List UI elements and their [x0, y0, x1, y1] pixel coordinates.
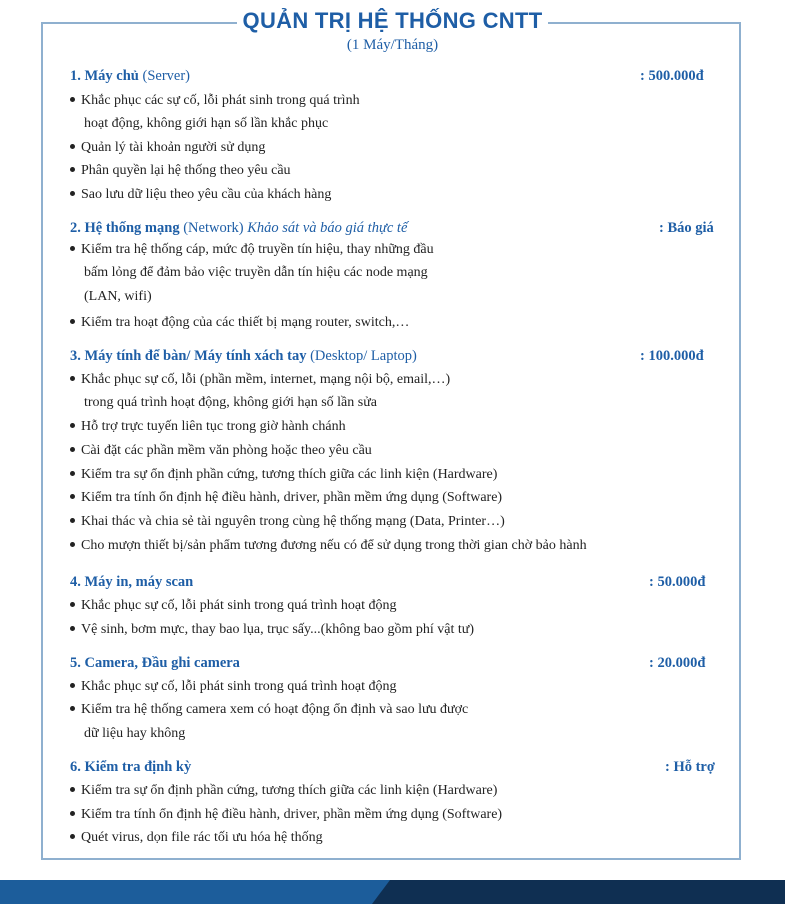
list-item: Kiểm tra sự ổn định phần cứng, tương thích giữa các linh kiện (Hardware)	[70, 781, 710, 801]
list-item: Khắc phục sự cố, lỗi phát sinh trong quá trình hoạt động	[70, 677, 710, 697]
page-title: QUẢN TRỊ HỆ THỐNG CNTT	[237, 6, 549, 36]
section-3-subtitle: (Desktop/ Laptop)	[310, 348, 417, 364]
section-3-header	[70, 346, 716, 366]
page-subtitle: (1 Máy/Tháng)	[346, 37, 439, 53]
title-wrap	[0, 6, 785, 36]
list-item: Cho mượn thiết bị/sản phẩm tương đương nếu có để sử dụng trong thời gian chờ bảo hành	[70, 536, 710, 556]
section-6-price: : Hỗ trợ	[665, 759, 715, 775]
list-item: Kiểm tra sự ổn định phần cứng, tương thích giữa các linh kiện (Hardware)	[70, 465, 710, 485]
bullet-icon	[70, 471, 75, 476]
section-2-title: 2. Hệ thống mạng	[70, 220, 180, 236]
section-3-price: : 100.000đ	[640, 348, 704, 364]
section-1-title: 1. Máy chủ	[70, 68, 139, 84]
bullet-icon	[70, 423, 75, 428]
section-6-header	[70, 757, 716, 777]
footer-band-dark	[372, 880, 785, 904]
bullet-icon	[70, 683, 75, 688]
bullet-icon	[70, 518, 75, 523]
bullet-icon	[70, 319, 75, 324]
section-2-subtitle: (Network)	[183, 220, 244, 236]
bullet-icon	[70, 494, 75, 499]
list-item: Cài đặt các phần mềm văn phòng hoặc theo yêu cầu	[70, 441, 710, 461]
bullet-icon	[70, 626, 75, 631]
bullet-icon	[70, 246, 75, 251]
bullet-icon	[70, 376, 75, 381]
list-item: Quản lý tài khoản người sử dụng	[70, 138, 710, 158]
section-5-title: 5. Camera, Đầu ghi camera	[70, 655, 240, 671]
list-item: Phân quyền lại hệ thống theo yêu cầu	[70, 161, 710, 181]
bullet-icon	[70, 167, 75, 172]
bullet-icon	[70, 191, 75, 196]
section-4-price: : 50.000đ	[649, 574, 706, 590]
section-2-note: Khảo sát và báo giá thực tế	[247, 220, 408, 236]
bullet-icon	[70, 706, 75, 711]
list-item-continuation: trong quá trình hoạt động, không giới hạn số lần sửa	[84, 395, 378, 410]
list-item: Kiểm tra hệ thống camera xem có hoạt động ổn định và sao lưu được	[70, 700, 710, 720]
list-item-continuation: bấm lỏng để đảm bảo việc truyền dẫn tín hiệu các node mạng	[84, 265, 428, 280]
section-5-header	[70, 653, 716, 673]
list-item: Khai thác và chia sẻ tài nguyên trong cùng hệ thống mạng (Data, Printer…)	[70, 512, 710, 532]
section-1-price: : 500.000đ	[640, 68, 704, 84]
list-item: Khắc phục các sự cố, lỗi phát sinh trong quá trình	[70, 91, 710, 111]
list-item: Khắc phục sự cố, lỗi phát sinh trong quá trình hoạt động	[70, 596, 710, 616]
list-item: Hỗ trợ trực tuyến liên tục trong giờ hành chánh	[70, 417, 710, 437]
list-item-continuation: (LAN, wifi)	[84, 289, 152, 304]
section-4-header	[70, 572, 716, 592]
section-2-header	[70, 218, 716, 238]
list-item: Sao lưu dữ liệu theo yêu cầu của khách hàng	[70, 185, 710, 205]
list-item-continuation: hoạt động, không giới hạn số lần khắc phục	[84, 116, 329, 131]
list-item-continuation: dữ liệu hay không	[84, 726, 186, 741]
bullet-icon	[70, 447, 75, 452]
list-item: Quét virus, dọn file rác tối ưu hóa hệ thống	[70, 828, 710, 848]
list-item: Kiểm tra hệ thống cáp, mức độ truyền tín hiệu, thay những đầu	[70, 240, 710, 260]
bullet-icon	[70, 834, 75, 839]
bullet-icon	[70, 787, 75, 792]
section-4-title: 4. Máy in, máy scan	[70, 574, 194, 590]
section-3-title: 3. Máy tính để bàn/ Máy tính xách tay	[70, 348, 307, 364]
section-1-subtitle: (Server)	[142, 68, 191, 84]
bullet-icon	[70, 97, 75, 102]
bullet-icon	[70, 811, 75, 816]
list-item: Vệ sinh, bơm mực, thay bao lụa, trục sấy...(không bao gồm phí vật tư)	[70, 620, 710, 640]
list-item: Kiểm tra tính ổn định hệ điều hành, driver, phần mềm ứng dụng (Software)	[70, 805, 710, 825]
bullet-icon	[70, 602, 75, 607]
list-item: Kiểm tra hoạt động của các thiết bị mạng router, switch,…	[70, 313, 710, 333]
list-item: Kiểm tra tính ổn định hệ điều hành, driver, phần mềm ứng dụng (Software)	[70, 488, 710, 508]
bullet-icon	[70, 144, 75, 149]
section-5-price: : 20.000đ	[649, 655, 706, 671]
section-1-header	[70, 66, 716, 86]
section-6-title: 6. Kiểm tra định kỳ	[70, 759, 192, 775]
bullet-icon	[70, 542, 75, 547]
list-item: Khắc phục sự cố, lỗi (phần mềm, internet, mạng nội bộ, email,…)	[70, 370, 710, 390]
section-2-price: : Báo giá	[659, 220, 714, 236]
